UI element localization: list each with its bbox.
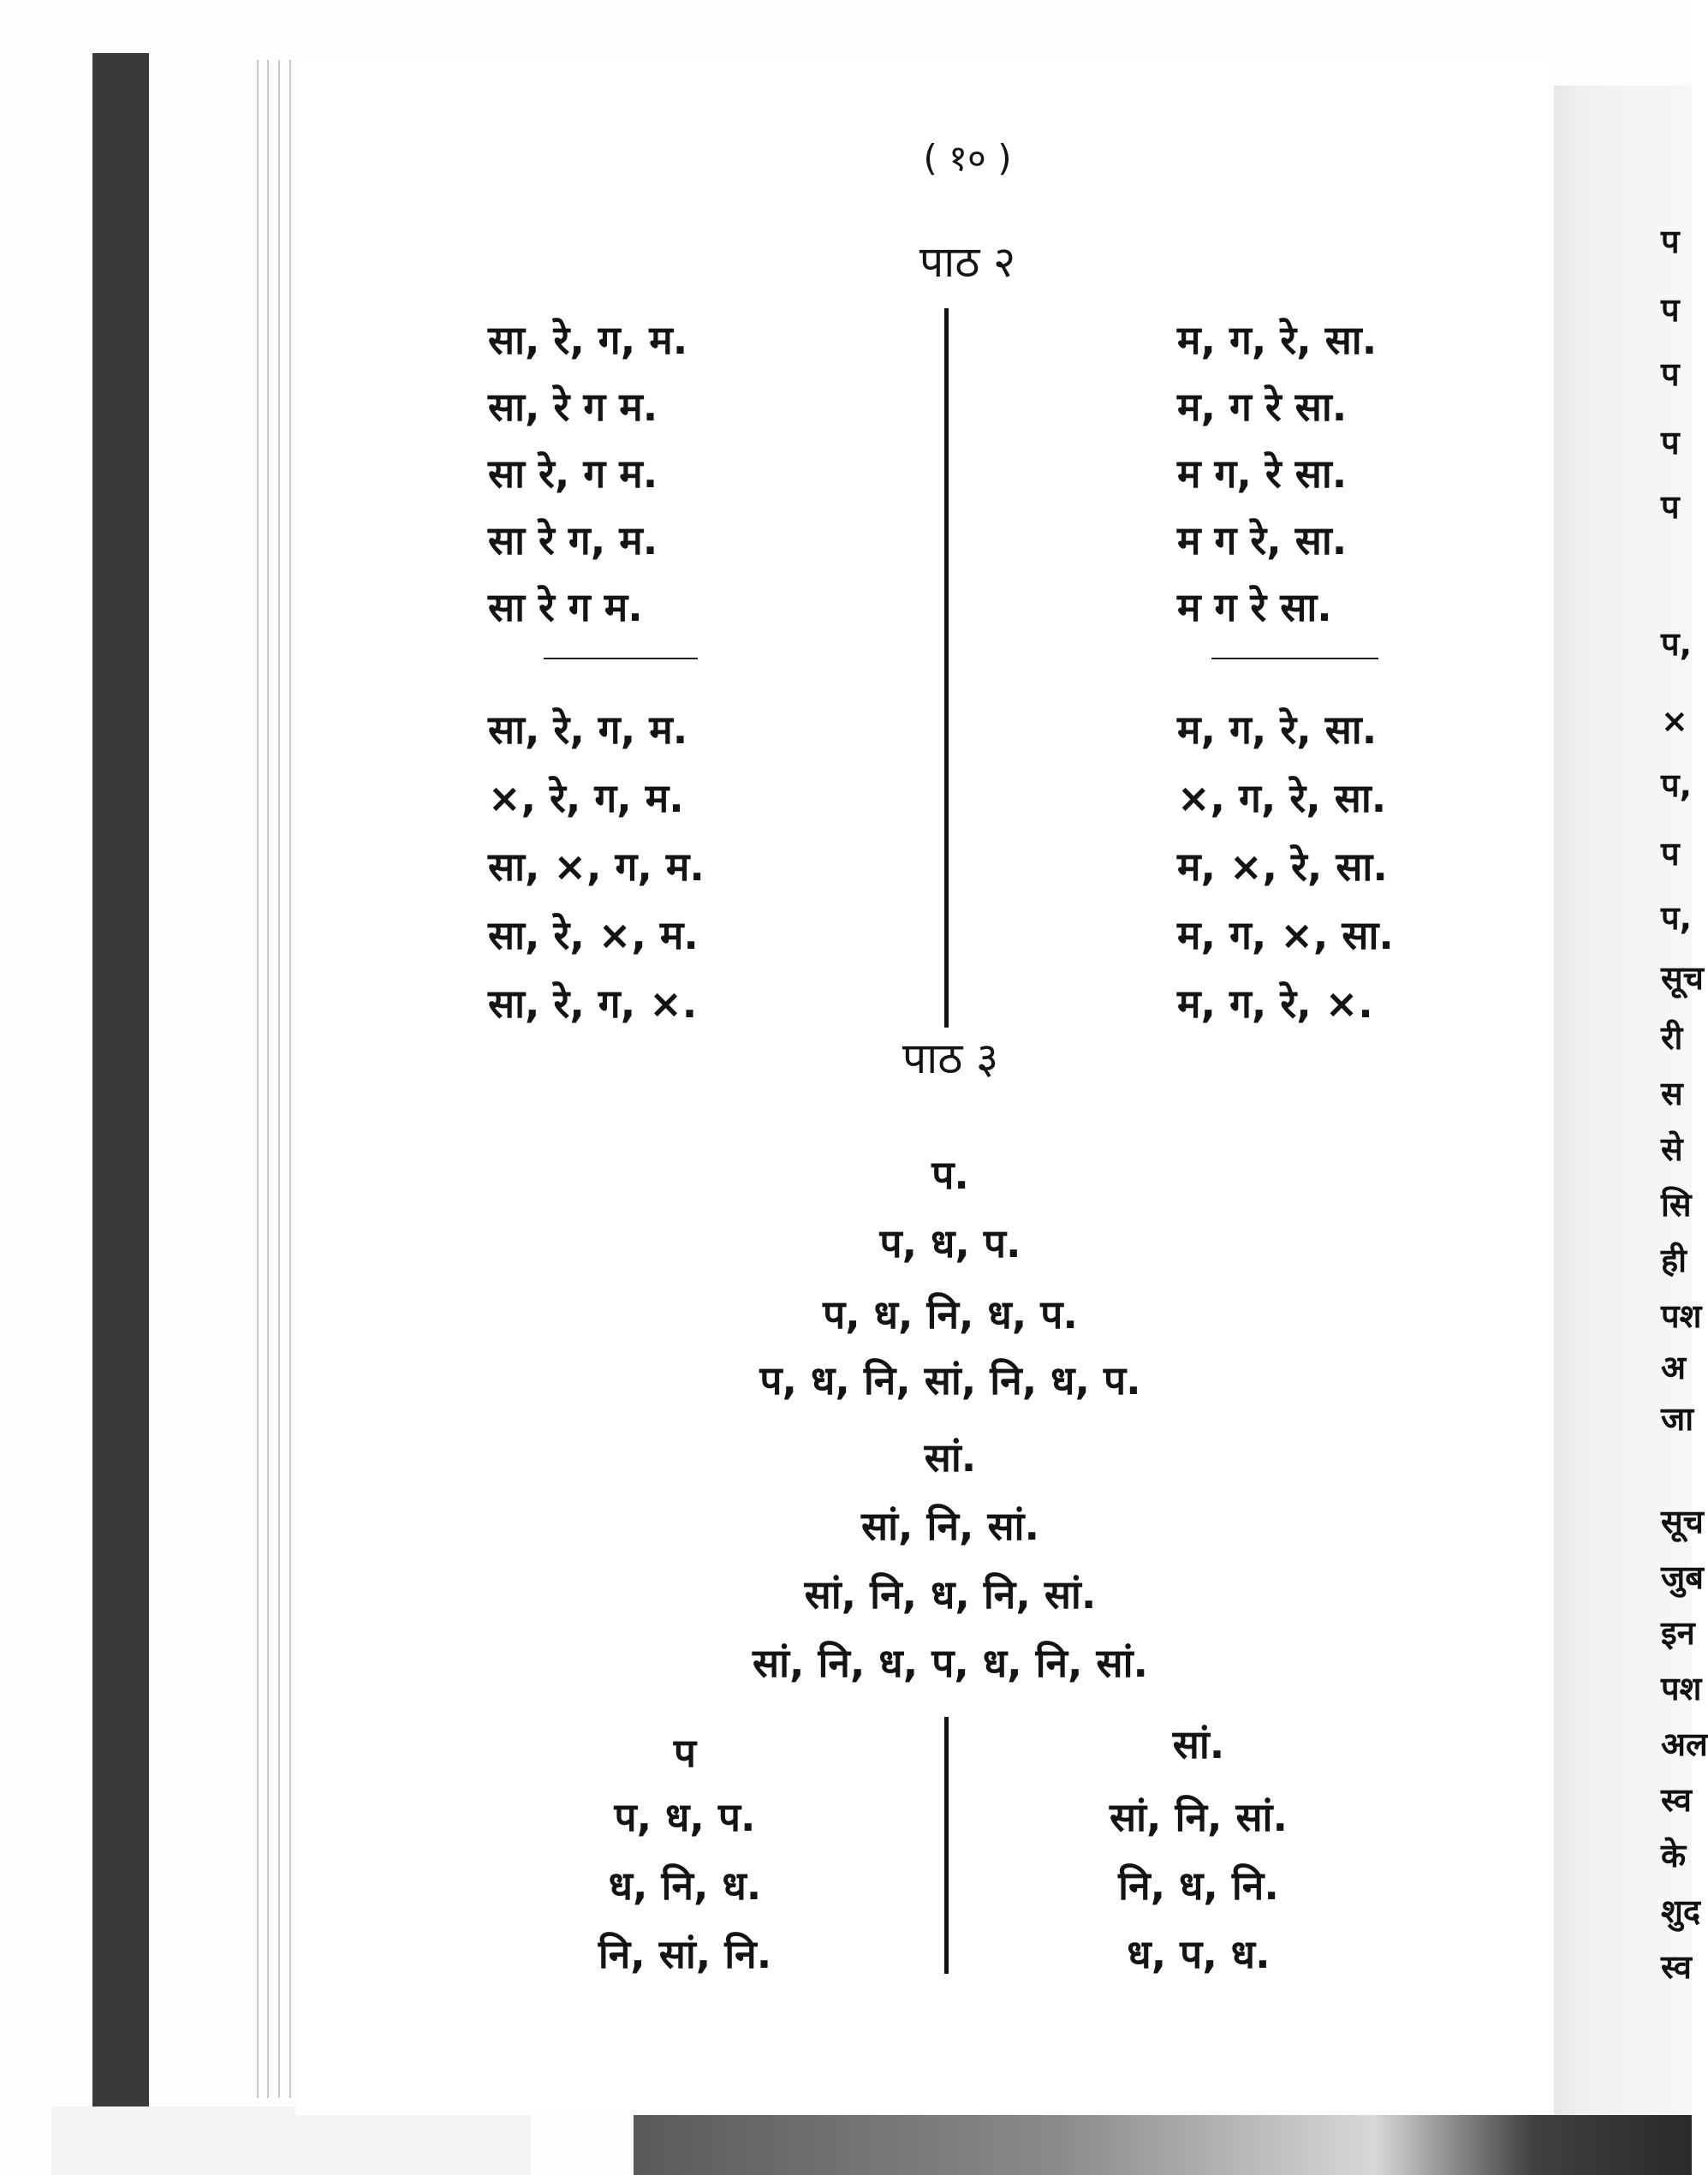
- facing-page-fragment: सि: [1661, 1186, 1692, 1224]
- lesson-2-left-line: सा, ×, ग, म.: [488, 843, 705, 890]
- lesson-3-line: सां, नि, सां.: [861, 1503, 1039, 1549]
- facing-page-fragment: सूच: [1661, 1503, 1704, 1540]
- lesson-2-right-line: ×, ग, रे, सा.: [1177, 775, 1387, 821]
- facing-page-fragment: प: [1661, 355, 1680, 393]
- facing-page-fragment: प: [1661, 835, 1680, 873]
- facing-page-fragment: प: [1661, 424, 1680, 462]
- lesson-3-line: प, ध, नि, सां, नि, ध, प.: [759, 1357, 1141, 1403]
- lesson-3-line: सां.: [924, 1434, 977, 1481]
- facing-page-fragment: पश: [1661, 1297, 1702, 1335]
- lesson-2-right-line: म ग रे, सा.: [1177, 517, 1348, 563]
- page-edge-line: [278, 60, 280, 2098]
- lesson-3-divider: [944, 1717, 949, 1974]
- page-edge-line: [267, 60, 269, 2098]
- facing-page-fragment: री: [1661, 1019, 1683, 1057]
- lesson-3-line: प, ध, प.: [879, 1220, 1021, 1266]
- facing-page-fragment: अल: [1661, 1725, 1708, 1763]
- lesson-2-left-line: ×, रे, ग, म.: [488, 775, 684, 821]
- facing-page-fragment: अ: [1661, 1349, 1687, 1386]
- facing-page-fragment: ही: [1661, 1242, 1687, 1279]
- lesson-2-left-line: सा रे ग म.: [488, 584, 643, 630]
- lesson-3-line: प, ध, नि, ध, प.: [823, 1291, 1078, 1338]
- lesson-3-left-line: नि, सां, नि.: [598, 1931, 772, 1977]
- lesson-2-title: पाठ २: [919, 237, 1016, 287]
- lesson-2-left-line: सा, रे ग म.: [488, 384, 658, 430]
- lesson-2-left-line: सा, रे, ×, म.: [488, 912, 699, 958]
- facing-page-fragment: स्व: [1661, 1948, 1692, 1986]
- lesson-2-right-line: म ग रे सा.: [1177, 584, 1332, 630]
- lesson-3-left-line: प, ध, प.: [614, 1794, 756, 1840]
- lesson-2-left-line: सा रे, ग म.: [488, 450, 658, 497]
- lesson-2-right-line: म, ग रे सा.: [1177, 384, 1348, 430]
- lesson-2-left-line: सा, रे, ग, म.: [488, 317, 688, 363]
- lesson-2-right-line: म, ×, रे, सा.: [1177, 843, 1388, 890]
- facing-page-fragment: इन: [1661, 1614, 1695, 1652]
- facing-page-fragment: स्व: [1661, 1781, 1692, 1819]
- lesson-3-left-head: प: [673, 1730, 697, 1776]
- lesson-3-left-line: ध, नि, ध.: [608, 1862, 762, 1909]
- scanner-edge-strip: [634, 2115, 1692, 2175]
- section-rule: [1211, 658, 1378, 659]
- page-number: ( १० ): [923, 137, 1012, 179]
- facing-page-fragment: के: [1661, 1837, 1687, 1874]
- book-binding-shadow: [92, 53, 149, 2175]
- facing-page-fragment: पश: [1661, 1670, 1702, 1707]
- facing-page-fragment: से: [1661, 1130, 1683, 1168]
- lesson-3-line: प.: [931, 1152, 969, 1198]
- facing-page-fragment: स: [1661, 1075, 1683, 1112]
- facing-page-fragment: प: [1661, 223, 1680, 260]
- lesson-3-line: सां, नि, ध, नि, सां.: [804, 1571, 1097, 1618]
- section-rule: [544, 658, 698, 659]
- facing-page-fragment: प,: [1661, 899, 1693, 937]
- facing-page-fragment: शुद: [1661, 1892, 1701, 1930]
- lesson-3-right-line: ध, प, ध.: [1127, 1931, 1271, 1977]
- facing-page-fragment: जा: [1661, 1400, 1694, 1438]
- lesson-3-right-line: सां, नि, सां.: [1110, 1794, 1288, 1840]
- lesson-2-divider: [944, 308, 949, 1028]
- facing-page-fragment: प,: [1661, 625, 1693, 663]
- facing-page-fragment: सूच: [1661, 959, 1704, 997]
- lesson-2-right-line: म, ग, रे, सा.: [1177, 317, 1378, 363]
- facing-page-fragment: जुब: [1661, 1558, 1704, 1596]
- facing-page-fragment: ×: [1661, 702, 1688, 740]
- lesson-3-title: पाठ ३: [902, 1034, 999, 1083]
- lesson-3-right-head: सां.: [1172, 1721, 1225, 1767]
- lesson-2-right-line: म, ग, रे, ×.: [1177, 980, 1373, 1027]
- facing-page-fragment: प: [1661, 488, 1680, 526]
- page-edge-line: [289, 60, 291, 2098]
- lesson-2-left-line: सा, रे, ग, म.: [488, 706, 688, 753]
- page-edge-line: [257, 60, 259, 2098]
- page-bottom-margin: [51, 2106, 531, 2175]
- facing-page-fragment: प: [1661, 291, 1680, 329]
- lesson-3-right-line: नि, ध, नि.: [1118, 1862, 1279, 1909]
- book-page: [295, 60, 1554, 2115]
- lesson-2-left-line: सा रे ग, म.: [488, 517, 658, 563]
- facing-page-fragment: प,: [1661, 766, 1693, 804]
- lesson-2-left-line: सा, रे, ग, ×.: [488, 980, 698, 1027]
- lesson-2-right-line: म, ग, रे, सा.: [1177, 706, 1378, 753]
- lesson-3-line: सां, नि, ध, प, ध, नि, सां.: [752, 1640, 1149, 1686]
- lesson-2-right-line: म ग, रे सा.: [1177, 450, 1348, 497]
- lesson-2-right-line: म, ग, ×, सा.: [1177, 912, 1394, 958]
